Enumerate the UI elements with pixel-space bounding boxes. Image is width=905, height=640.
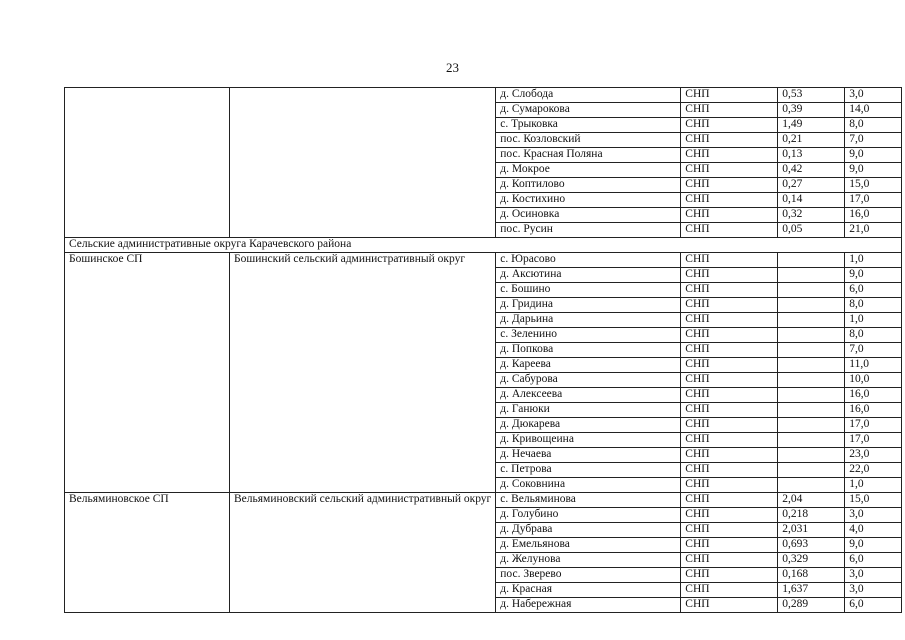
distance-cell: 1,0: [845, 313, 902, 328]
table-row: [65, 88, 902, 103]
area-cell: 0,27: [778, 178, 845, 193]
distance-cell: 16,0: [845, 403, 902, 418]
locality-type-cell: СНП: [681, 88, 778, 103]
distance-cell: 16,0: [845, 208, 902, 223]
locality-name-cell: д. Желунова: [496, 553, 681, 568]
locality-type-cell: СНП: [681, 583, 778, 598]
area-cell: 0,05: [778, 223, 845, 238]
settlement-unit-cell: Вельяминовское СП: [65, 493, 230, 613]
area-cell: [778, 433, 845, 448]
locality-type-cell: СНП: [681, 508, 778, 523]
locality-name-cell: д. Дубрава: [496, 523, 681, 538]
locality-type-cell: СНП: [681, 403, 778, 418]
area-cell: 2,031: [778, 523, 845, 538]
locality-type-cell: СНП: [681, 493, 778, 508]
admin-district-cell: Вельяминовский сельский административный округ: [230, 493, 496, 613]
locality-type-cell: СНП: [681, 253, 778, 268]
distance-cell: 22,0: [845, 463, 902, 478]
locality-type-cell: СНП: [681, 328, 778, 343]
locality-name-cell: д. Дарьина: [496, 313, 681, 328]
admin-district-cell: Бошинский сельский административный округ: [230, 253, 496, 493]
locality-name-cell: д. Мокрое: [496, 163, 681, 178]
area-cell: [778, 253, 845, 268]
locality-type-cell: СНП: [681, 448, 778, 463]
area-cell: [778, 463, 845, 478]
area-cell: [778, 388, 845, 403]
locality-type-cell: СНП: [681, 418, 778, 433]
locality-name-cell: д. Алексеева: [496, 388, 681, 403]
distance-cell: 9,0: [845, 538, 902, 553]
locality-name-cell: д. Осиновка: [496, 208, 681, 223]
locality-type-cell: СНП: [681, 358, 778, 373]
area-cell: 0,53: [778, 88, 845, 103]
locality-type-cell: СНП: [681, 208, 778, 223]
locality-type-cell: СНП: [681, 118, 778, 133]
area-cell: [778, 478, 845, 493]
locality-type-cell: СНП: [681, 223, 778, 238]
distance-cell: 8,0: [845, 298, 902, 313]
distance-cell: 6,0: [845, 598, 902, 613]
area-cell: [778, 403, 845, 418]
section-header-row: [65, 238, 902, 253]
locality-name-cell: д. Костихино: [496, 193, 681, 208]
locality-name-cell: пос. Зверево: [496, 568, 681, 583]
area-cell: 0,329: [778, 553, 845, 568]
page-number: 23: [446, 60, 459, 75]
area-cell: 0,168: [778, 568, 845, 583]
locality-type-cell: СНП: [681, 568, 778, 583]
distance-cell: 9,0: [845, 268, 902, 283]
area-cell: 2,04: [778, 493, 845, 508]
admin-district-cell: [230, 88, 496, 238]
distance-cell: 7,0: [845, 343, 902, 358]
area-cell: 0,21: [778, 133, 845, 148]
locality-name-cell: д. Дюкарева: [496, 418, 681, 433]
distance-cell: 14,0: [845, 103, 902, 118]
area-cell: 0,14: [778, 193, 845, 208]
distance-cell: 15,0: [845, 493, 902, 508]
distance-cell: 15,0: [845, 178, 902, 193]
area-cell: 0,693: [778, 538, 845, 553]
locality-name-cell: с. Бошино: [496, 283, 681, 298]
locality-type-cell: СНП: [681, 523, 778, 538]
area-cell: 0,39: [778, 103, 845, 118]
area-cell: [778, 328, 845, 343]
distance-cell: 16,0: [845, 388, 902, 403]
locality-name-cell: пос. Русин: [496, 223, 681, 238]
locality-name-cell: д. Голубино: [496, 508, 681, 523]
table-row: [65, 253, 902, 268]
area-cell: 0,218: [778, 508, 845, 523]
locality-type-cell: СНП: [681, 463, 778, 478]
area-cell: [778, 358, 845, 373]
distance-cell: 3,0: [845, 583, 902, 598]
area-cell: 0,13: [778, 148, 845, 163]
section-title: Сельские административные округа Карачевского района: [65, 238, 902, 253]
area-cell: [778, 313, 845, 328]
area-cell: 0,289: [778, 598, 845, 613]
locality-type-cell: СНП: [681, 388, 778, 403]
settlement-unit-cell: [65, 88, 230, 238]
distance-cell: 17,0: [845, 433, 902, 448]
area-cell: [778, 448, 845, 463]
area-cell: 1,637: [778, 583, 845, 598]
locality-type-cell: СНП: [681, 598, 778, 613]
locality-name-cell: д. Емельянова: [496, 538, 681, 553]
distance-cell: 6,0: [845, 553, 902, 568]
locality-type-cell: СНП: [681, 343, 778, 358]
locality-name-cell: д. Ганюки: [496, 403, 681, 418]
distance-cell: 17,0: [845, 418, 902, 433]
distance-cell: 17,0: [845, 193, 902, 208]
locality-type-cell: СНП: [681, 478, 778, 493]
settlements-table: [64, 87, 902, 613]
area-cell: 0,42: [778, 163, 845, 178]
distance-cell: 4,0: [845, 523, 902, 538]
locality-name-cell: пос. Красная Поляна: [496, 148, 681, 163]
area-cell: [778, 418, 845, 433]
locality-name-cell: д. Красная: [496, 583, 681, 598]
settlement-unit-cell: Бошинское СП: [65, 253, 230, 493]
locality-type-cell: СНП: [681, 433, 778, 448]
distance-cell: 11,0: [845, 358, 902, 373]
distance-cell: 3,0: [845, 88, 902, 103]
locality-name-cell: д. Сабурова: [496, 373, 681, 388]
distance-cell: 6,0: [845, 283, 902, 298]
area-cell: [778, 343, 845, 358]
locality-type-cell: СНП: [681, 373, 778, 388]
locality-name-cell: д. Попкова: [496, 343, 681, 358]
locality-name-cell: д. Набережная: [496, 598, 681, 613]
locality-type-cell: СНП: [681, 268, 778, 283]
locality-type-cell: СНП: [681, 148, 778, 163]
distance-cell: 3,0: [845, 568, 902, 583]
distance-cell: 21,0: [845, 223, 902, 238]
locality-type-cell: СНП: [681, 538, 778, 553]
locality-name-cell: д. Сумарокова: [496, 103, 681, 118]
distance-cell: 10,0: [845, 373, 902, 388]
locality-type-cell: СНП: [681, 178, 778, 193]
locality-name-cell: д. Нечаева: [496, 448, 681, 463]
distance-cell: 8,0: [845, 328, 902, 343]
area-cell: [778, 373, 845, 388]
locality-type-cell: СНП: [681, 298, 778, 313]
locality-name-cell: с. Вельяминова: [496, 493, 681, 508]
table-row: [65, 493, 902, 508]
locality-name-cell: с. Зеленино: [496, 328, 681, 343]
locality-type-cell: СНП: [681, 313, 778, 328]
distance-cell: 9,0: [845, 148, 902, 163]
area-cell: 1,49: [778, 118, 845, 133]
distance-cell: 1,0: [845, 253, 902, 268]
locality-name-cell: д. Кареева: [496, 358, 681, 373]
locality-name-cell: д. Гридина: [496, 298, 681, 313]
locality-type-cell: СНП: [681, 103, 778, 118]
area-cell: 0,32: [778, 208, 845, 223]
locality-type-cell: СНП: [681, 193, 778, 208]
locality-name-cell: д. Коптилово: [496, 178, 681, 193]
distance-cell: 23,0: [845, 448, 902, 463]
locality-name-cell: с. Петрова: [496, 463, 681, 478]
locality-name-cell: с. Юрасово: [496, 253, 681, 268]
locality-name-cell: д. Аксютина: [496, 268, 681, 283]
distance-cell: 1,0: [845, 478, 902, 493]
distance-cell: 8,0: [845, 118, 902, 133]
locality-name-cell: д. Слобода: [496, 88, 681, 103]
locality-name-cell: д. Кривощеина: [496, 433, 681, 448]
distance-cell: 9,0: [845, 163, 902, 178]
distance-cell: 7,0: [845, 133, 902, 148]
locality-name-cell: д. Соковнина: [496, 478, 681, 493]
locality-name-cell: пос. Козловский: [496, 133, 681, 148]
area-cell: [778, 298, 845, 313]
area-cell: [778, 268, 845, 283]
locality-type-cell: СНП: [681, 553, 778, 568]
area-cell: [778, 283, 845, 298]
distance-cell: 3,0: [845, 508, 902, 523]
locality-type-cell: СНП: [681, 163, 778, 178]
locality-name-cell: с. Трыковка: [496, 118, 681, 133]
locality-type-cell: СНП: [681, 283, 778, 298]
locality-type-cell: СНП: [681, 133, 778, 148]
